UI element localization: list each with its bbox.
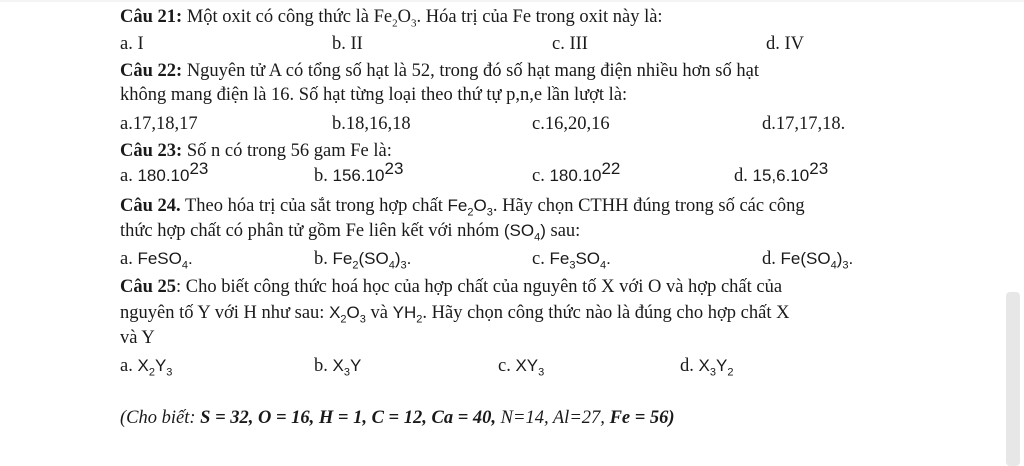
top-edge xyxy=(0,0,1024,2)
q25-text: Câu 25: Cho biết công thức hoá học của hợp chất của nguyên tố X với O và hợp chất của xyxy=(120,277,783,297)
given-values-note: (Cho biết: S = 32, O = 16, H = 1, C = 12, Ca = 40, N=14, Al=27, Fe = 56) xyxy=(120,408,675,428)
q22-label: Câu 22: xyxy=(120,61,183,81)
q22-option-c[interactable]: c.16,20,16 xyxy=(532,114,610,134)
q25-option-b[interactable]: b. $X_3Y$ xyxy=(314,356,362,379)
q25-text-line2: nguyên tố Y với H như sau: $X_2O_3$ và $YH_2$. Hãy chọn công thức nào là đúng cho hợp chất X xyxy=(120,303,790,326)
q24-formula: $Fe_2O_3$ xyxy=(447,196,493,219)
q25-option-c[interactable]: c. $XY_3$ xyxy=(498,356,545,379)
q24-text-line2: thức hợp chất có phân tử gồm Fe liên kết với nhóm $(SO_4)$ sau: xyxy=(120,221,581,244)
q21-options xyxy=(120,33,1000,55)
q24-option-a[interactable]: a. FeSO$_4$. xyxy=(120,249,193,272)
q21-text: Câu 21: Một oxit có công thức là $Fe_2O_3$. Hóa trị của Fe trong oxit này là: xyxy=(120,7,663,30)
q21-label: Câu 21: xyxy=(120,7,183,27)
q24-group: $(SO_4)$ xyxy=(503,221,546,244)
q25-options xyxy=(120,355,1000,377)
q23-text: Câu 23: Số n có trong 56 gam Fe là: xyxy=(120,141,392,161)
q24-option-d[interactable]: d. $Fe(SO_4)_3$. xyxy=(762,249,854,272)
q21-option-b[interactable]: b. II xyxy=(332,34,363,54)
q21-option-d[interactable]: d. IV xyxy=(766,34,805,54)
q23-label: Câu 23: xyxy=(120,141,183,161)
q24-label: Câu 24. xyxy=(120,196,181,216)
q23-option-a[interactable]: a. 180.10$^{23}$ xyxy=(120,158,209,186)
q24-options xyxy=(120,248,1000,270)
q21-formula: $Fe_2O_3$ xyxy=(373,7,417,30)
q22-option-a[interactable]: a.17,18,17 xyxy=(120,114,198,134)
q22-text-line2: không mang điện là 16. Số hạt từng loại theo thứ tự p,n,e lần lượt là: xyxy=(120,85,628,105)
q25-label: Câu 25 xyxy=(120,277,177,297)
q23-option-b[interactable]: b. 156.10$^{23}$ xyxy=(314,158,404,186)
q25-text-line3: và Y xyxy=(120,328,155,348)
q25-formula-xo: $X_2O_3$ xyxy=(329,303,366,326)
q22-option-b[interactable]: b.18,16,18 xyxy=(332,114,411,134)
q21-option-c[interactable]: c. III xyxy=(552,34,588,54)
q22-option-d[interactable]: d.17,17,18. xyxy=(762,114,846,134)
q22-text: Câu 22: Nguyên tử A có tổng số hạt là 52, trong đó số hạt mang điện nhiều hơn số hạt xyxy=(120,61,759,81)
q23-options xyxy=(120,158,1000,187)
q25-option-a[interactable]: a. $X_2Y_3$ xyxy=(120,356,173,379)
q21-option-a[interactable]: a. I xyxy=(120,34,144,54)
scrollbar-track[interactable] xyxy=(1006,292,1020,466)
q25-option-d[interactable]: d. $X_3Y_2$ xyxy=(680,356,734,379)
q24-option-b[interactable]: b. $Fe_2(SO_4)_3$. xyxy=(314,249,412,272)
q24-option-c[interactable]: c. $Fe_3SO_4$. xyxy=(532,249,611,272)
q22-options xyxy=(120,113,1000,135)
q23-option-d[interactable]: d. 15,6.10$^{23}$ xyxy=(734,158,829,186)
q24-text: Câu 24. Theo hóa trị của sắt trong hợp chất $Fe_2O_3$. Hãy chọn CTHH đúng trong số các công xyxy=(120,196,805,219)
q23-option-c[interactable]: c. 180.10$^{22}$ xyxy=(532,158,621,186)
q25-formula-yh: $YH_2$ xyxy=(392,303,423,326)
